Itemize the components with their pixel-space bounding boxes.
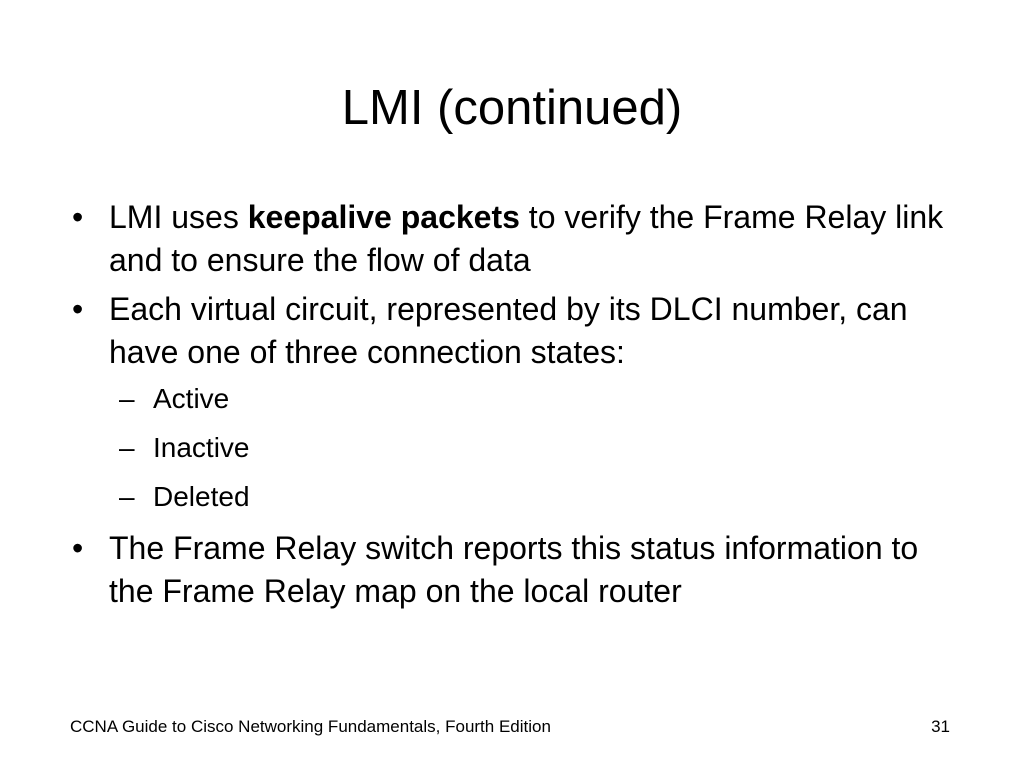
bullet-text: Each virtual circuit, represented by its DLCI number, can have one of three connection states: [109, 291, 908, 370]
sub-mark: – [119, 481, 135, 512]
bullet-text-bold: keepalive packets [247, 199, 520, 235]
bullet-mark: • [72, 530, 84, 566]
bullet-text: The Frame Relay switch reports this status information to the Frame Relay map on the local router [109, 530, 919, 609]
bullet-connection-states [72, 288, 952, 374]
subitem-active [72, 380, 952, 417]
subitem-inactive [72, 429, 952, 466]
bullet-frame-relay-switch [72, 527, 952, 613]
sub-mark: – [119, 432, 135, 463]
subitem-text: Inactive [153, 432, 250, 463]
slide-body [72, 196, 952, 619]
bullet-mark: • [72, 291, 84, 327]
sub-mark: – [119, 383, 135, 414]
bullet-text-part: LMI uses [109, 199, 248, 235]
subitem-text: Active [153, 383, 230, 414]
footer-page-number: 31 [931, 717, 950, 736]
slide-title: LMI (continued) [341, 81, 683, 135]
subitem-text: Deleted [153, 481, 250, 512]
bullet-mark: • [72, 199, 84, 235]
footer-book-title: CCNA Guide to Cisco Networking Fundamentals, Fourth Edition [70, 717, 551, 736]
subitem-deleted [72, 478, 952, 515]
bullet-keepalive [72, 196, 952, 282]
bullet-text-part: to verify the Frame Relay link and to ensure the flow of data [109, 199, 944, 278]
